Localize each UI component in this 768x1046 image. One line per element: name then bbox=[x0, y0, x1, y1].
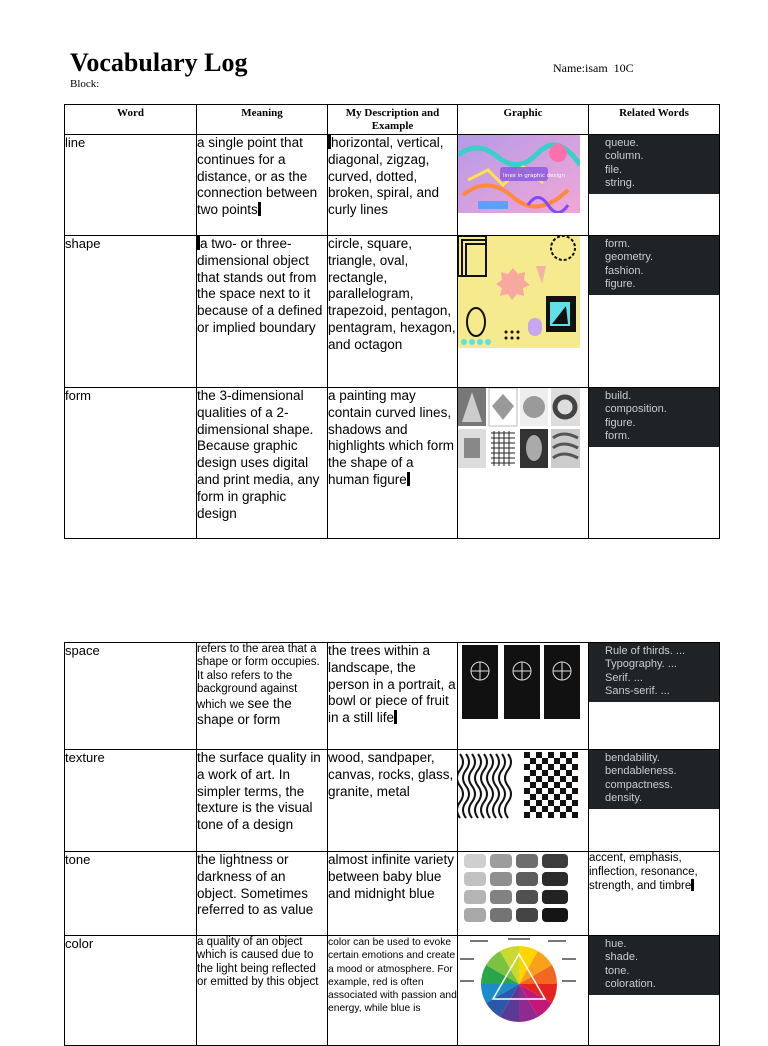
description-cell[interactable]: almost infinite variety between baby blue and midnight blue bbox=[328, 852, 458, 936]
description-cell[interactable]: a painting may contain curved lines, shadows and highlights which form the shape of a human figure bbox=[328, 388, 458, 539]
class-label: 10C bbox=[613, 61, 634, 75]
meaning-cell[interactable]: the surface quality in a work of art. In simpler terms, the texture is the visual tone of a design bbox=[197, 750, 328, 852]
related-cell bbox=[589, 135, 720, 236]
related-words-box bbox=[589, 236, 719, 295]
graphic-cell bbox=[458, 852, 589, 936]
description-cell[interactable]: wood, sandpaper, canvas, rocks, glass, granite, metal bbox=[328, 750, 458, 852]
graphic-caption: lines in graphic design bbox=[503, 173, 565, 179]
meaning-cell[interactable]: the lightness or darkness of an object. Sometimes referred to as value bbox=[197, 852, 328, 936]
list-item: geometry. bbox=[605, 251, 713, 264]
lines-graphic-image bbox=[458, 135, 588, 213]
list-item: coloration. bbox=[605, 978, 713, 991]
word-cell: tone bbox=[65, 852, 197, 936]
related-words-box bbox=[589, 643, 719, 702]
list-item: Rule of thirds. ... bbox=[605, 645, 713, 658]
related-words-box bbox=[589, 750, 719, 809]
related-cell bbox=[589, 643, 720, 750]
description-cell[interactable]: horizontal, vertical, diagonal, zigzag, curved, dotted, broken, spiral, and curly lines bbox=[328, 135, 458, 236]
shapes-graphic-image bbox=[458, 236, 588, 348]
list-item: column. bbox=[605, 150, 713, 163]
related-words-box bbox=[589, 936, 719, 995]
table-row bbox=[65, 388, 720, 539]
graphic-cell bbox=[458, 135, 589, 236]
meaning-cell[interactable]: refers to the area that a shape or form occupies. It also refers to the background against which we see the shape or form bbox=[197, 643, 328, 750]
description-cell[interactable]: circle, square, triangle, oval, rectangle, parallelogram, trapezoid, pentagon, pentagram, hexagon, and octagon bbox=[328, 236, 458, 388]
meaning-cell[interactable]: a quality of an object which is caused due to the light being reflected or emitted by this object bbox=[197, 936, 328, 1046]
forms-graphic-image bbox=[458, 388, 588, 468]
list-item: Serif. ... bbox=[605, 672, 713, 685]
graphic-cell bbox=[458, 388, 589, 539]
table-row bbox=[65, 750, 720, 852]
texture-graphic-image bbox=[458, 750, 588, 820]
list-item: Typography. ... bbox=[605, 658, 713, 671]
header-row bbox=[65, 105, 720, 135]
list-item: form. bbox=[605, 430, 713, 443]
list-item: bendability. bbox=[605, 752, 713, 765]
table-row bbox=[65, 236, 720, 388]
list-item: figure. bbox=[605, 417, 713, 430]
table-row bbox=[65, 643, 720, 750]
list-item: form. bbox=[605, 238, 713, 251]
col-header-related: Related Words bbox=[589, 105, 720, 135]
graphic-cell bbox=[458, 750, 589, 852]
related-cell bbox=[589, 936, 720, 1046]
list-item: file. bbox=[605, 164, 713, 177]
page-title: Vocabulary Log bbox=[70, 48, 248, 77]
student-name: Name:isam 10C bbox=[553, 61, 634, 75]
list-item: hue. bbox=[605, 938, 713, 951]
word-cell: texture bbox=[65, 750, 197, 852]
list-item: compactness. bbox=[605, 779, 713, 792]
graphic-cell bbox=[458, 643, 589, 750]
description-cell[interactable]: color can be used to evoke certain emotions and create a mood or atmosphere. For example, red is often associated with passion and energy, while blue is bbox=[328, 936, 458, 1046]
related-words-box bbox=[589, 135, 719, 194]
word-cell: shape bbox=[65, 236, 197, 388]
table-row bbox=[65, 135, 720, 236]
text-cursor bbox=[691, 879, 694, 891]
list-item: string. bbox=[605, 177, 713, 190]
related-cell bbox=[589, 388, 720, 539]
list-item: queue. bbox=[605, 137, 713, 150]
list-item: density. bbox=[605, 792, 713, 805]
word-cell: form bbox=[65, 388, 197, 539]
graphic-cell bbox=[458, 236, 589, 388]
list-item: Sans-serif. ... bbox=[605, 685, 713, 698]
meaning-cell[interactable]: the 3-dimensional qualities of a 2-dimensional shape. Because graphic design uses digital and print media, any form in graphic design bbox=[197, 388, 328, 539]
word-cell: space bbox=[65, 643, 197, 750]
block-label: Block: bbox=[70, 78, 100, 90]
color-wheel-graphic-image bbox=[458, 936, 588, 1022]
list-item: bendableness. bbox=[605, 765, 713, 778]
list-item: figure. bbox=[605, 278, 713, 291]
text-cursor bbox=[394, 710, 397, 724]
table-row bbox=[65, 936, 720, 1046]
tone-graphic-image bbox=[458, 852, 588, 928]
related-words-box bbox=[589, 388, 719, 447]
meaning-cell[interactable]: a two- or three-dimensional object that stands out from the space next to it because of a defined or implied boundary bbox=[197, 236, 328, 388]
related-cell[interactable]: accent, emphasis, inflection, resonance, strength, and timbre bbox=[589, 852, 720, 936]
col-header-graphic: Graphic bbox=[458, 105, 589, 135]
col-header-word: Word bbox=[65, 105, 197, 135]
text-cursor bbox=[407, 472, 410, 486]
word-cell: color bbox=[65, 936, 197, 1046]
vocabulary-table-2 bbox=[64, 642, 720, 1046]
word-cell: line bbox=[65, 135, 197, 236]
list-item: composition. bbox=[605, 403, 713, 416]
list-item: build. bbox=[605, 390, 713, 403]
space-graphic-image bbox=[458, 643, 588, 721]
graphic-cell bbox=[458, 936, 589, 1046]
col-header-description: My Description and Example bbox=[328, 105, 458, 135]
list-item: tone. bbox=[605, 965, 713, 978]
vocabulary-table-1 bbox=[64, 104, 720, 539]
description-cell[interactable]: the trees within a landscape, the person in a portrait, a bowl or piece of fruit in a still life bbox=[328, 643, 458, 750]
related-cell bbox=[589, 236, 720, 388]
list-item: fashion. bbox=[605, 265, 713, 278]
meaning-cell[interactable]: a single point that continues for a distance, or as the connection between two points bbox=[197, 135, 328, 236]
col-header-meaning: Meaning bbox=[197, 105, 328, 135]
table-row bbox=[65, 852, 720, 936]
text-cursor bbox=[258, 202, 261, 216]
list-item: shade. bbox=[605, 951, 713, 964]
related-cell bbox=[589, 750, 720, 852]
